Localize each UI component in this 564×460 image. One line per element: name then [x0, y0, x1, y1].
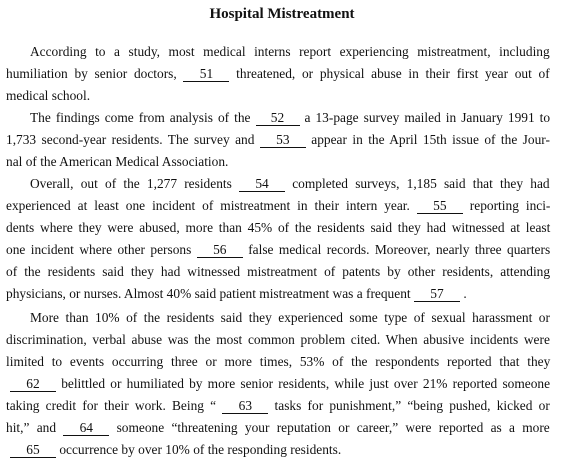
text-segment: of the residents said they had witnessed mistreatment of patents by other residents, attending: [6, 264, 551, 279]
answer-blank[interactable]: 57: [414, 286, 460, 302]
text-segment: completed surveys, 1,185 said that they had: [285, 176, 550, 191]
text-line: [6, 398, 550, 414]
text-line: [6, 420, 550, 436]
text-segment: false medical records. Moreover, nearly three quarters: [242, 242, 551, 257]
text-line: [6, 198, 550, 214]
text-line: [6, 264, 550, 280]
text-line: [30, 44, 550, 60]
text-segment: .: [459, 286, 467, 301]
text-segment: limited to events occurring three or more times, 53% of the respondents reported that they: [6, 354, 551, 369]
text-line: [6, 354, 550, 370]
text-segment: one incident where other persons: [6, 242, 197, 257]
text-segment: threatened, or physical abuse in their first year out of: [229, 66, 550, 81]
text-line: [10, 376, 550, 392]
text-segment: tasks for punishment,” “being pushed, kicked or: [268, 398, 550, 413]
text-segment: According to a study, most medical interns report experiencing mistreatment, including: [30, 44, 550, 59]
text-segment: medical school.: [6, 88, 91, 103]
text-segment: occurrence by over 10% of the responding residents.: [56, 442, 342, 457]
text-segment: humiliation by senior doctors,: [6, 66, 184, 81]
answer-blank[interactable]: 64: [63, 420, 109, 436]
answer-blank[interactable]: 52: [256, 110, 300, 126]
text-segment: physicians, or nurses. Almost 40% said patient mistreatment was a frequent: [6, 286, 414, 301]
text-segment: discrimination, verbal abuse was the most common problem cited. When abusive incidents were: [6, 332, 550, 347]
text-segment: Overall, out of the 1,277 residents: [30, 176, 240, 191]
text-line: [30, 176, 550, 192]
answer-blank[interactable]: 55: [417, 198, 463, 214]
answer-blank[interactable]: 56: [197, 242, 243, 258]
text-line: [6, 286, 467, 302]
text-segment: The findings come from analysis of the: [30, 110, 256, 125]
text-segment: experienced at least one incident of mistreatment in their intern year.: [6, 198, 417, 213]
answer-blank[interactable]: 51: [183, 66, 229, 82]
text-segment: belittled or humiliated by more senior residents, while just over 21% reported someone: [56, 376, 551, 391]
answer-blank[interactable]: 65: [10, 442, 56, 458]
text-segment: nal of the American Medical Association.: [6, 154, 229, 169]
text-segment: taking credit for their work. Being “: [6, 398, 223, 413]
text-segment: appear in the April 15th issue of the Jour-: [305, 132, 550, 147]
text-line: [6, 242, 550, 258]
text-segment: hit,” and: [6, 420, 64, 435]
text-line: [6, 154, 228, 170]
text-segment: More than 10% of the residents said they experienced some type of sexual harassment or: [30, 310, 550, 325]
text-segment: reporting inci-: [462, 198, 551, 213]
text-line: [30, 310, 550, 326]
text-line: [6, 132, 550, 148]
answer-blank[interactable]: 62: [10, 376, 56, 392]
answer-blank[interactable]: 54: [239, 176, 285, 192]
answer-blank[interactable]: 63: [222, 398, 268, 414]
text-segment: someone “threatening your reputation or career,” were reported as a more: [109, 420, 550, 435]
text-segment: a 13-page survey mailed in January 1991 to: [299, 110, 551, 125]
text-line: [30, 110, 550, 126]
text-line: [6, 332, 550, 348]
text-line: [6, 220, 550, 236]
text-line: [6, 88, 90, 104]
answer-blank[interactable]: 53: [260, 132, 306, 148]
text-segment: dents where they were abused, more than 45% of the residents said they had witnessed at least: [6, 220, 551, 235]
text-segment: 1,733 second-year residents. The survey and: [6, 132, 260, 147]
document-title: Hospital Mistreatment: [209, 6, 355, 22]
text-line: [10, 442, 341, 458]
text-line: [6, 66, 550, 82]
